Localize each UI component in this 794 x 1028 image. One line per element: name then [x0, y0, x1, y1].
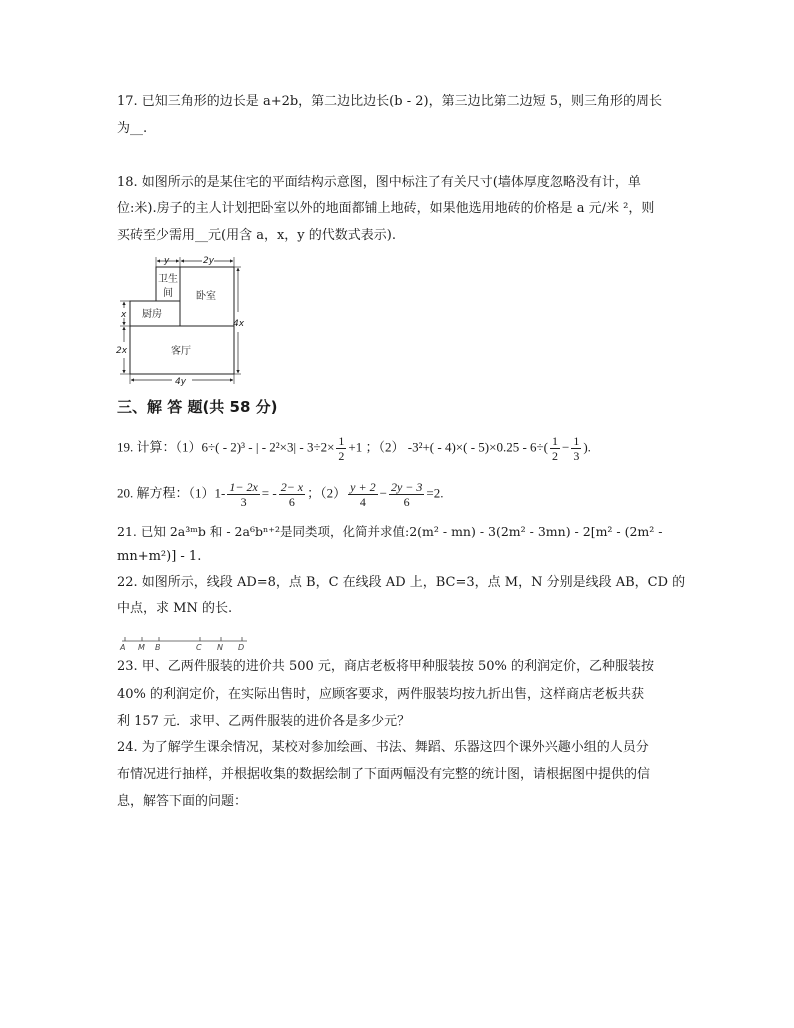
q22-line1: 22. 如图所示，线段 AD=8，点 B，C 在线段 AD 上，BC=3，点 M，N 分别是线段 AB，CD 的 — [117, 575, 686, 590]
q19-minus: − — [562, 439, 570, 455]
q19-suffix: ). — [583, 439, 591, 455]
q19-frac-1: $\frac{1}{2}$ — [338, 434, 345, 463]
q19-line — [117, 434, 591, 463]
plan-outline — [130, 267, 234, 374]
q20-frac-2: $\frac{2- x}{6}$ — [280, 480, 304, 509]
q20-minus: − — [379, 485, 387, 501]
segment-figure — [117, 630, 257, 652]
q19-frac-3: $\frac{1}{3}$ — [573, 434, 580, 463]
q23-line1: 23. 甲、乙两件服装的进价共 500 元，商店老板将甲种服装按 50% 的利润定价，乙种服装按 — [117, 659, 655, 674]
q20-frac-3: $\frac{y + 2}{4}$ — [350, 480, 376, 509]
point-a: A — [120, 643, 126, 652]
q24-line3: 息，解答下面的问题： — [117, 794, 248, 809]
q17-line2: 为__. — [117, 121, 148, 136]
room-bath-1: 卫生 — [158, 274, 178, 285]
q18-line2: 位:米).房子的主人计划把卧室以外的地面都铺上地砖，如果他选用地砖的价格是 a 元/米 ²，则 — [117, 201, 655, 216]
point-d: D — [238, 643, 245, 652]
room-kitchen: 厨房 — [142, 309, 162, 320]
q24-line2: 布情况进行抽样，并根据收集的数据绘制了下面两幅没有完整的统计图，请根据图中提供的信 — [117, 767, 651, 782]
q19-frac-2: $\frac{1}{2}$ — [552, 434, 558, 463]
point-c: C — [196, 643, 202, 652]
section-heading: 三、解 答 题(共 58 分) — [117, 398, 278, 416]
q23-line3: 利 157 元．求甲、乙两件服装的进价各是多少元？ — [117, 714, 411, 729]
room-living: 客厅 — [171, 346, 191, 357]
dim-2y-top: 2y — [203, 256, 215, 266]
q22-line2: 中点，求 MN 的长. — [117, 601, 233, 616]
dim-x-left: x — [121, 310, 127, 320]
q20-line — [117, 480, 443, 509]
q20-suffix: =2. — [426, 485, 444, 501]
q21-line1: 21. 已知 2a³ᵐb 和 - 2a⁶bⁿ⁺²是同类项，化简并求值:2(m² - mn) - 3(2m² - 3mn) - 2[m² - (2m² - — [117, 524, 663, 539]
dim-4y-bottom: 4y — [175, 377, 187, 387]
q24-line1: 24. 为了解学生课余情况，某校对参加绘画、书法、舞蹈、乐器这四个课外兴趣小组的人员分 — [117, 740, 649, 755]
point-b: B — [155, 643, 161, 652]
q20-mid: ；（2） — [307, 485, 347, 501]
point-n: N — [217, 643, 223, 652]
q23-line2: 40% 的利润定价，在实际出售时，应顾客要求，两件服装均按九折出售，这样商店老板共获 — [117, 687, 645, 702]
q19-mid: +1 ；（2） -3²+( - 4)×( - 5)×0.25 - 6÷( — [348, 439, 548, 455]
q17-line1: 17. 已知三角形的边长是 a+2b，第二边比边长(b - 2)，第三边比第二边短 5，则三角形的周长 — [117, 94, 662, 109]
dim-4x-right: 4x — [233, 319, 245, 329]
dim-2x-left: 2x — [116, 346, 128, 356]
q20-frac-4: $\frac{2y - 3}{6}$ — [390, 480, 423, 509]
room-bath-2: 间 — [163, 288, 173, 299]
q19-prefix: 19. 计算：（1）6÷( - 2)³ - | - 2²×3| - 3÷2× — [117, 439, 335, 455]
point-m: M — [138, 643, 145, 652]
room-bedroom: 卧室 — [196, 291, 216, 302]
floor-plan-figure — [110, 252, 246, 388]
q20-frac-1: $\frac{1- 2x}{3}$ — [229, 480, 258, 509]
dim-y-top: y — [164, 256, 170, 266]
q20-eq: = - — [261, 485, 277, 501]
q20-prefix: 20. 解方程：（1）1- — [117, 485, 226, 501]
q18-line1: 18. 如图所示的是某住宅的平面结构示意图，图中标注了有关尺寸(墙体厚度忽略没有计，单 — [117, 175, 641, 190]
q18-line3: 买砖至少需用__元(用含 a，x，y 的代数式表示). — [117, 228, 396, 243]
q21-line2: mn+m²)] - 1. — [117, 549, 202, 564]
